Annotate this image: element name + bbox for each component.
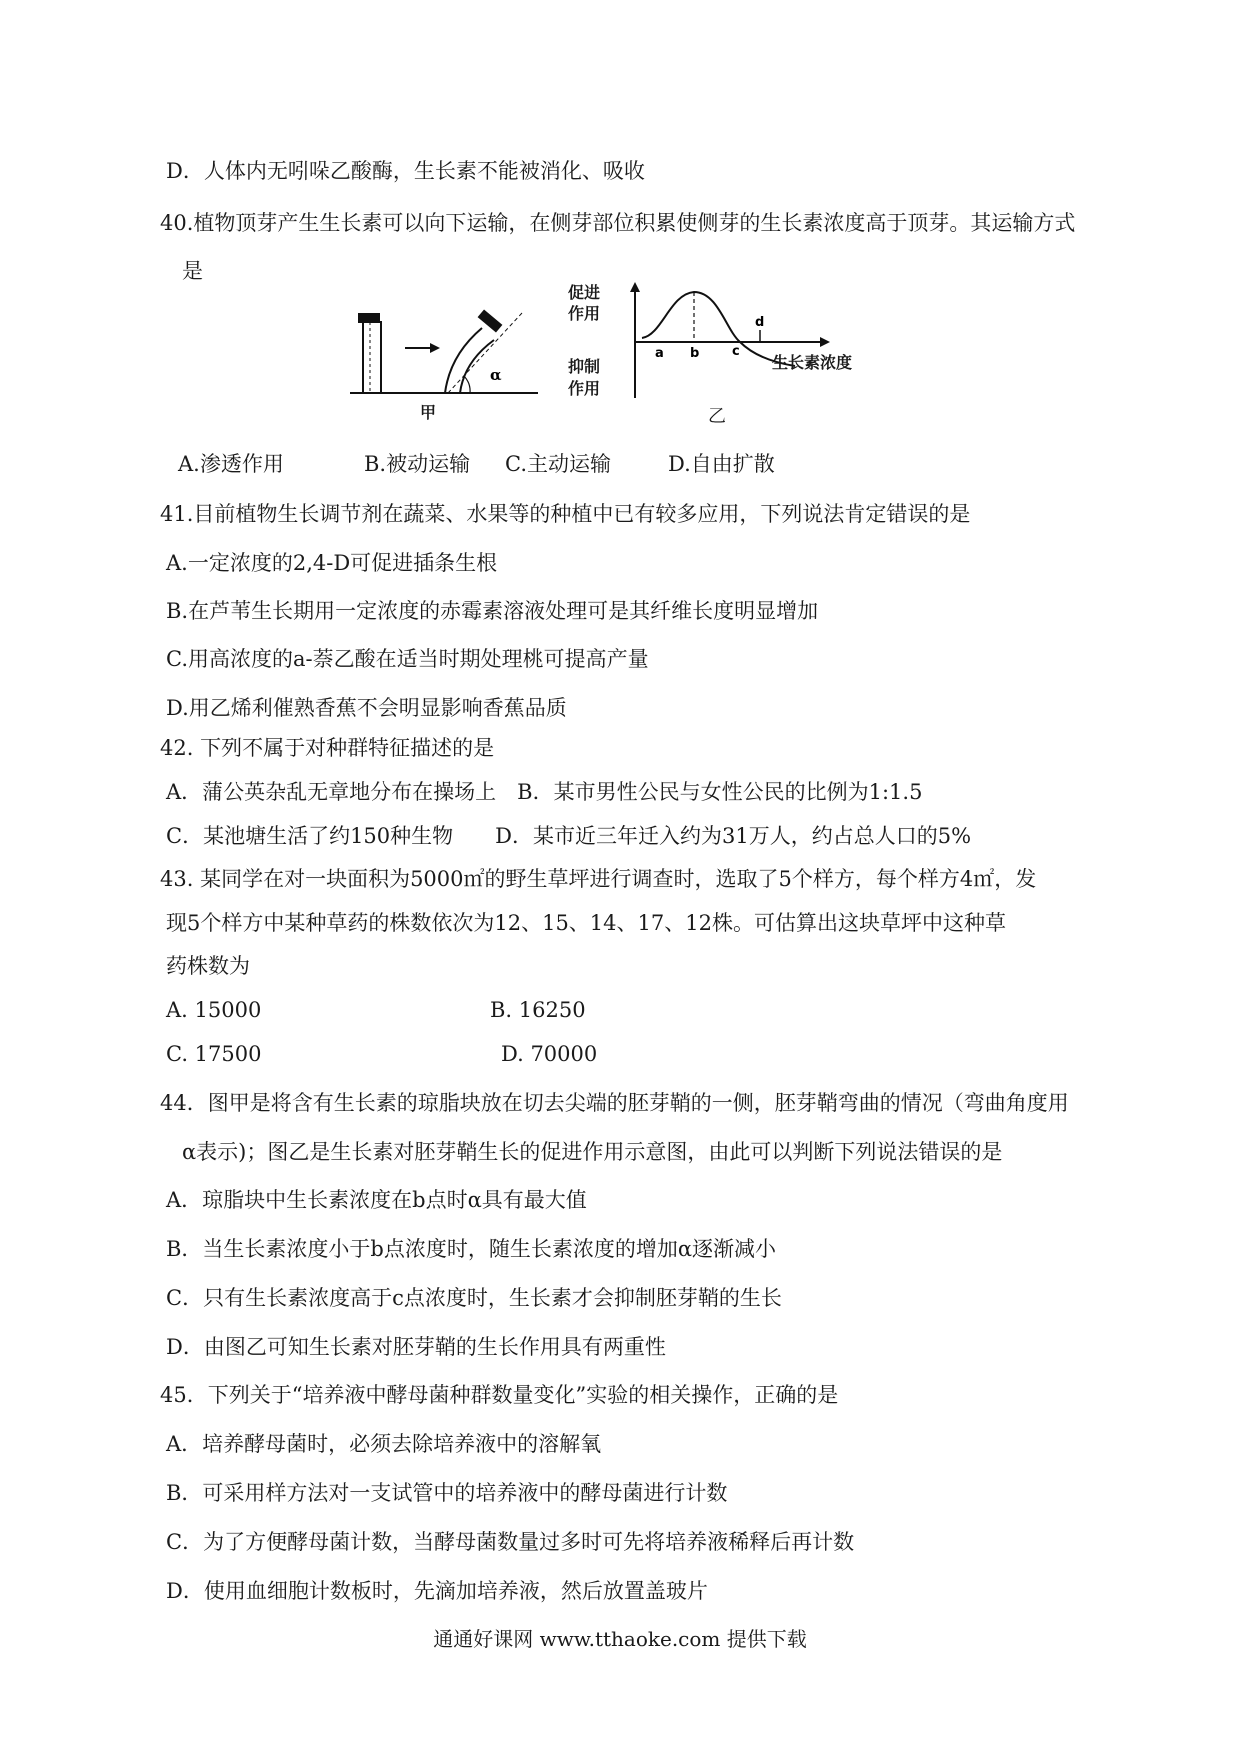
- q45-option-c: C．为了方便酵母菌计数，当酵母菌数量过多时可先将培养液稀释后再计数: [166, 1530, 855, 1554]
- q40-stem-line1: 40.植物顶芽产生生长素可以向下运输，在侧芽部位积累使侧芽的生长素浓度高于顶芽。其运输方式: [160, 211, 1076, 235]
- q40-option-a: A.渗透作用: [178, 452, 284, 476]
- y-label-inhibit-2: 作用: [568, 379, 601, 398]
- q44-option-c: C．只有生长素浓度高于c点浓度时，生长素才会抑制胚芽鞘的生长: [166, 1286, 782, 1310]
- q41-option-b: B.在芦苇生长期用一定浓度的赤霉素溶液处理可是其纤维长度明显增加: [166, 599, 819, 623]
- q40-option-c: C.主动运输: [505, 452, 611, 476]
- q44-option-b: B．当生长素浓度小于b点浓度时，随生长素浓度的增加α逐渐减小: [166, 1237, 777, 1261]
- q43-stem-line1: 43. 某同学在对一块面积为5000㎡的野生草坪进行调查时，选取了5个样方，每个样方4㎡，发: [160, 867, 1037, 891]
- q44-option-d: D．由图乙可知生长素对胚芽鞘的生长作用具有两重性: [166, 1335, 666, 1359]
- q39-option-d: D．人体内无吲哚乙酸酶，生长素不能被消化、吸收: [166, 159, 645, 183]
- point-c: c: [732, 344, 740, 359]
- figure-jia: [350, 300, 550, 425]
- x-label-concentration: 生长素浓度: [772, 353, 853, 372]
- q45-option-a: A．培养酵母菌时，必须去除培养液中的溶解氧: [166, 1432, 602, 1456]
- q43-option-b: B. 16250: [490, 998, 586, 1022]
- figure-jia-caption: 甲: [420, 403, 437, 422]
- q43-stem-line3: 药株数为: [166, 954, 250, 978]
- figure-yi: [610, 280, 880, 405]
- q41-option-a: A.一定浓度的2,4-D可促进插条生根: [166, 551, 498, 575]
- point-b: b: [690, 346, 700, 361]
- q45-option-b: B．可采用样方法对一支试管中的培养液中的酵母菌进行计数: [166, 1481, 728, 1505]
- q43-option-d: D. 70000: [501, 1042, 598, 1066]
- q40-option-d: D.自由扩散: [668, 452, 775, 476]
- q43-option-c: C. 17500: [166, 1042, 262, 1066]
- q42-options-row2: C．某池塘生活了约150种生物 D．某市近三年迁入约为31万人，约占总人口的5%: [166, 824, 972, 848]
- angle-alpha-label: α: [490, 366, 502, 384]
- q43-stem-line2: 现5个样方中某种草药的株数依次为12、15、14、17、12株。可估算出这块草坪中这种草: [166, 911, 1006, 935]
- y-label-inhibit-1: 抑制: [568, 357, 601, 376]
- q40-option-b: B.被动运输: [364, 452, 471, 476]
- y-label-promote-2: 作用: [568, 304, 601, 323]
- q41-option-c: C.用高浓度的a-萘乙酸在适当时期处理桃可提高产量: [166, 647, 649, 671]
- q44-stem-line2: α表示)；图乙是生长素对胚芽鞘生长的促进作用示意图，由此可以判断下列说法错误的是: [182, 1140, 1003, 1164]
- q43-option-a: A. 15000: [166, 998, 262, 1022]
- figure-yi-caption: 乙: [708, 406, 726, 427]
- agar-block-left: [358, 313, 380, 323]
- q44-stem-line1: 44．图甲是将含有生长素的琼脂块放在切去尖端的胚芽鞘的一侧，胚芽鞘弯曲的情况（弯曲角度用: [160, 1091, 1069, 1115]
- q41-stem: 41.目前植物生长调节剂在蔬菜、水果等的种植中已有较多应用，下列说法肯定错误的是: [160, 502, 971, 526]
- y-label-promote-1: 促进: [568, 283, 601, 302]
- point-a: a: [655, 346, 664, 361]
- q44-option-a: A．琼脂块中生长素浓度在b点时α具有最大值: [166, 1188, 587, 1212]
- q45-stem: 45．下列关于“培养液中酵母菌种群数量变化”实验的相关操作，正确的是: [160, 1383, 839, 1407]
- q45-option-d: D．使用血细胞计数板时，先滴加培养液，然后放置盖玻片: [166, 1579, 708, 1603]
- page-footer: 通通好课网 www.tthaoke.com 提供下载: [433, 1627, 807, 1651]
- point-d: d: [755, 315, 765, 330]
- q40-stem-line2: 是: [182, 259, 203, 283]
- q42-stem: 42. 下列不属于对种群特征描述的是: [160, 736, 495, 760]
- q41-option-d: D.用乙烯利催熟香蕉不会明显影响香蕉品质: [166, 696, 567, 720]
- q42-options-row1: A．蒲公英杂乱无章地分布在操场上 B．某市男性公民与女性公民的比例为1:1.5: [166, 780, 923, 804]
